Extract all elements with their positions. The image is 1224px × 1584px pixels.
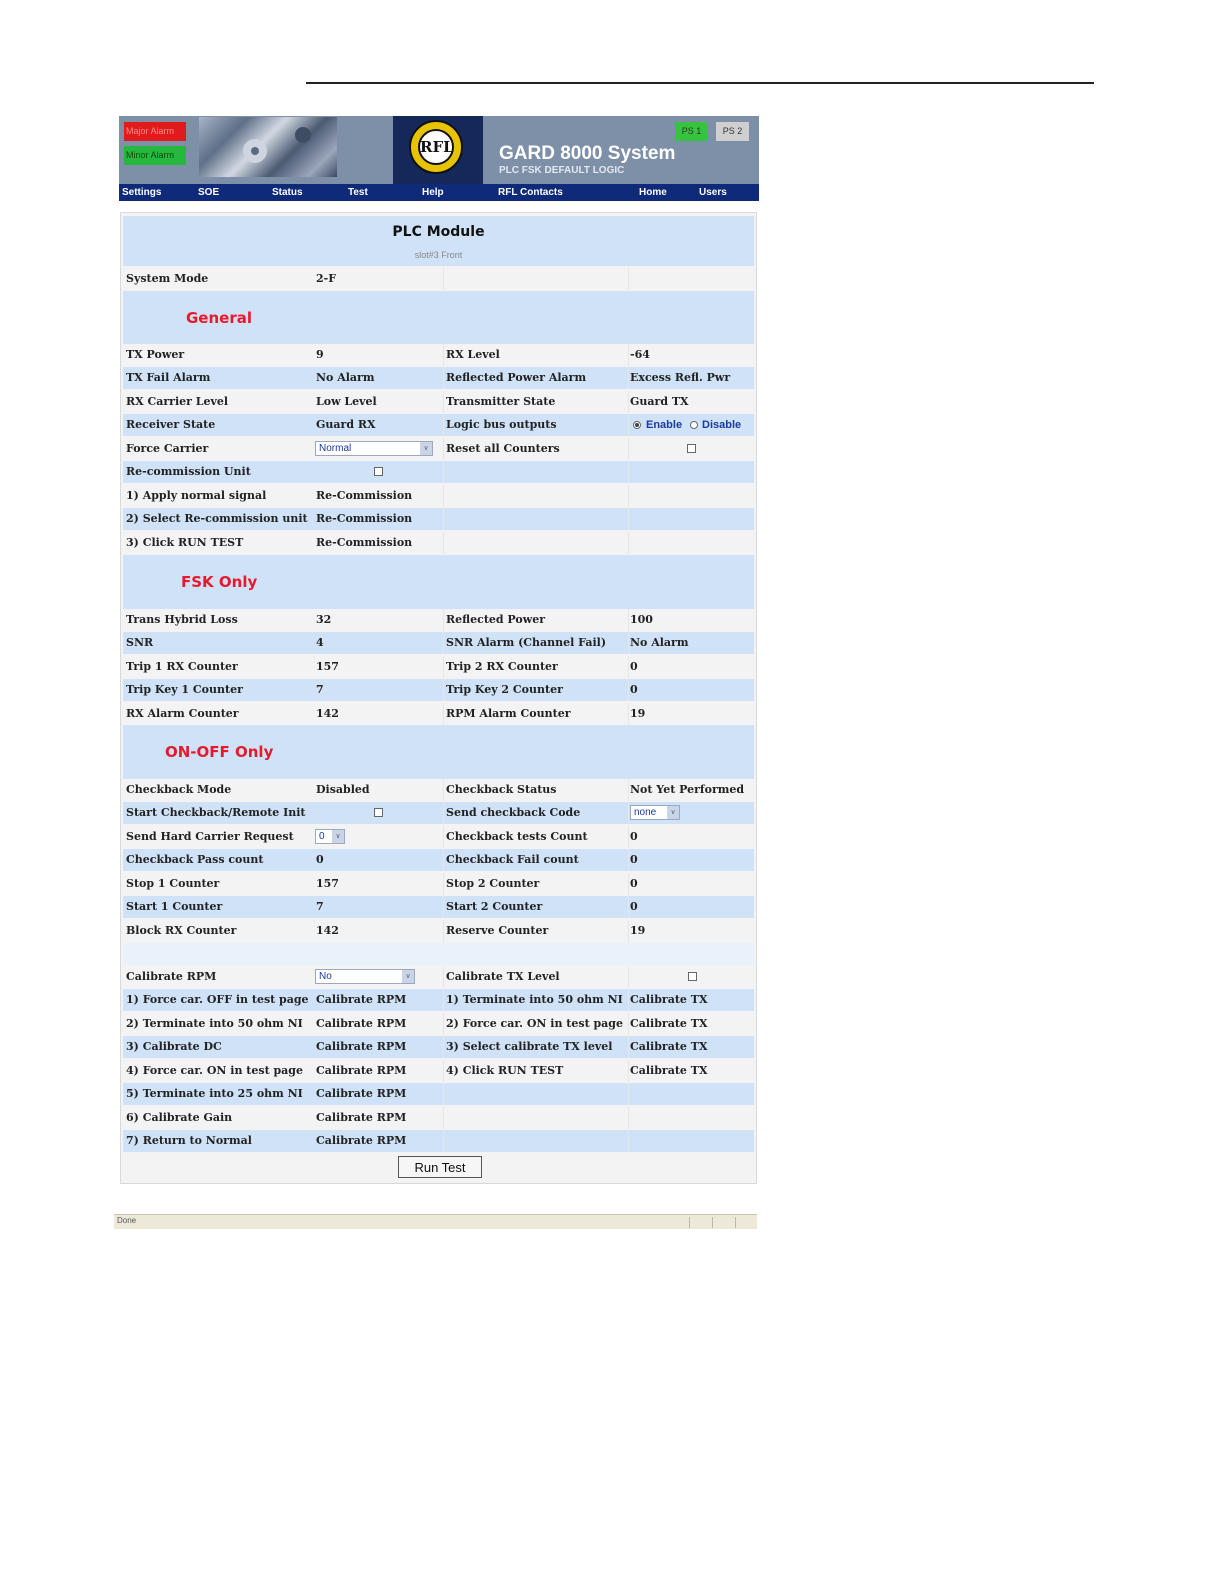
row-l2-label: 1) Terminate into 50 ohm NI — [446, 993, 623, 1006]
recommission-unit-checkbox[interactable] — [374, 467, 383, 476]
module-title: PLC Module — [392, 224, 485, 240]
status-text: Done — [117, 1216, 137, 1225]
row-l1-label: Send Hard Carrier Request — [126, 830, 294, 843]
system-mode-value: 2-F — [316, 272, 337, 285]
row-l1-label: 2) Terminate into 50 ohm NI — [126, 1017, 303, 1030]
fsk-row — [123, 609, 754, 631]
row-v1-value: Calibrate RPM — [316, 993, 407, 1006]
row-l1-label: 3) Calibrate DC — [126, 1040, 222, 1053]
row-v2-value: 100 — [630, 613, 653, 626]
row-v1-value: 32 — [316, 613, 332, 626]
fsk-row — [123, 679, 754, 701]
calibrate-row — [123, 1130, 754, 1152]
row-l1-label: SNR — [126, 636, 154, 649]
chevron-down-icon: ∨ — [332, 830, 344, 843]
logic-bus-enable-radio[interactable] — [633, 421, 641, 429]
row-l1-label: 6) Calibrate Gain — [126, 1111, 233, 1124]
general-row — [123, 438, 754, 460]
rfl-logo — [393, 116, 483, 184]
row-v2-value: Not Yet Performed — [630, 783, 745, 796]
system-title: GARD 8000 System — [499, 143, 676, 164]
onoff-row — [123, 802, 754, 824]
row-v1-value: Calibrate RPM — [316, 1017, 407, 1030]
general-row — [123, 344, 754, 366]
row-v1-value: Low Level — [316, 395, 377, 408]
row-v1-value: Calibrate RPM — [316, 1040, 407, 1053]
row-v2-value: 0 — [630, 683, 638, 696]
general-row — [123, 367, 754, 389]
logic-bus-disable-radio[interactable] — [690, 421, 698, 429]
nav-help[interactable]: Help — [422, 187, 444, 198]
system-mode-row — [123, 268, 754, 290]
row-v2-value: 19 — [630, 707, 646, 720]
checkback-code-select[interactable] — [630, 805, 680, 820]
row-l1-label: 1) Force car. OFF in test page — [126, 993, 309, 1006]
nav-soe[interactable]: SOE — [198, 187, 220, 198]
row-v1-value: Re-Commission — [316, 536, 413, 549]
calibrate-row — [123, 1060, 754, 1082]
row-v2-value: 0 — [630, 877, 638, 890]
row-l1-label: TX Fail Alarm — [126, 371, 211, 384]
main-nav — [119, 184, 759, 201]
row-l1-label: Trip Key 1 Counter — [126, 683, 243, 696]
section-fsk: FSK Only — [181, 573, 258, 591]
onoff-row — [123, 779, 754, 801]
nav-test[interactable]: Test — [348, 187, 368, 198]
calibrate-row — [123, 1083, 754, 1105]
row-v1-value: 7 — [316, 683, 324, 696]
row-v1-value: 142 — [316, 924, 339, 937]
row-v2-value: Excess Refl. Pwr — [630, 371, 731, 384]
row-l1-label: Start Checkback/Remote Init — [126, 806, 306, 819]
onoff-row — [123, 849, 754, 871]
chevron-down-icon: ∨ — [402, 970, 414, 983]
row-l2-label: Checkback tests Count — [446, 830, 588, 843]
fsk-row — [123, 632, 754, 654]
row-l2-label: Reflected Power Alarm — [446, 371, 587, 384]
row-l1-label: Calibrate RPM — [126, 970, 217, 983]
hard-carrier-select[interactable] — [315, 829, 345, 844]
row-v2-value: Calibrate TX — [630, 1017, 708, 1030]
row-l2-label: Reserve Counter — [446, 924, 549, 937]
row-v2-value: 0 — [630, 830, 638, 843]
row-l1-label: 4) Force car. ON in test page — [126, 1064, 303, 1077]
row-l2-label: Send checkback Code — [446, 806, 581, 819]
row-v1-value: 142 — [316, 707, 339, 720]
nav-home[interactable]: Home — [639, 187, 667, 198]
row-l1-label: 1) Apply normal signal — [126, 489, 267, 502]
row-l2-label: Calibrate TX Level — [446, 970, 560, 983]
row-v1-value: Calibrate RPM — [316, 1064, 407, 1077]
row-l2-label: Trip Key 2 Counter — [446, 683, 563, 696]
general-row — [123, 485, 754, 507]
row-v2-value: No Alarm — [630, 636, 689, 649]
run-test-button[interactable]: Run Test — [398, 1156, 482, 1178]
row-l2-label: SNR Alarm (Channel Fail) — [446, 636, 607, 649]
equipment-photo — [199, 117, 337, 177]
start-checkback-checkbox[interactable] — [374, 808, 383, 817]
minor-alarm-indicator: Minor Alarm — [124, 146, 186, 165]
row-l2-label: 2) Force car. ON in test page — [446, 1017, 623, 1030]
fsk-row — [123, 656, 754, 678]
row-l2-label: 4) Click RUN TEST — [446, 1064, 564, 1077]
row-l1-label: 2) Select Re-commission unit — [126, 512, 308, 525]
row-v1-value: No Alarm — [316, 371, 375, 384]
onoff-row — [123, 920, 754, 942]
row-v2-value: Calibrate TX — [630, 1040, 708, 1053]
hard-carrier-select-value: 0 — [319, 831, 325, 842]
row-v1-value: 7 — [316, 900, 324, 913]
row-v2-value: Guard TX — [630, 395, 689, 408]
row-l1-label: 3) Click RUN TEST — [126, 536, 244, 549]
fsk-row — [123, 703, 754, 725]
reset-counters-checkbox[interactable] — [687, 444, 696, 453]
general-row — [123, 461, 754, 483]
row-l2-label: Reflected Power — [446, 613, 546, 626]
row-v1-value: Disabled — [316, 783, 370, 796]
browser-status-bar — [114, 1214, 757, 1229]
row-v1-value: Calibrate RPM — [316, 1087, 407, 1100]
system-mode-label: System Mode — [126, 272, 209, 285]
page-top-rule — [306, 82, 1094, 84]
row-v2-value: 0 — [630, 853, 638, 866]
row-l1-label: 7) Return to Normal — [126, 1134, 252, 1147]
nav-users[interactable]: Users — [699, 187, 727, 198]
row-l1-label: Stop 1 Counter — [126, 877, 220, 890]
force-carrier-select[interactable] — [315, 441, 433, 456]
nav-status[interactable]: Status — [272, 187, 303, 198]
row-v1-value: 4 — [316, 636, 324, 649]
row-l1-label: Trip 1 RX Counter — [126, 660, 238, 673]
row-l2-label: 3) Select calibrate TX level — [446, 1040, 613, 1053]
onoff-row — [123, 896, 754, 918]
row-v2-value: 0 — [630, 900, 638, 913]
row-l2-label: Start 2 Counter — [446, 900, 543, 913]
calibrate-row — [123, 1013, 754, 1035]
header-banner — [119, 116, 759, 184]
row-l1-label: 5) Terminate into 25 ohm NI — [126, 1087, 303, 1100]
ps1-indicator: PS 1 — [675, 122, 708, 141]
row-l2-label: Transmitter State — [446, 395, 556, 408]
chevron-down-icon: ∨ — [420, 442, 432, 455]
row-v1-value: Guard RX — [316, 418, 376, 431]
force-carrier-select-value: Normal — [319, 443, 352, 454]
checkback-code-select-value: none — [634, 807, 657, 818]
row-l2-label: Trip 2 RX Counter — [446, 660, 558, 673]
chevron-down-icon: ∨ — [667, 806, 679, 819]
row-l1-label: Block RX Counter — [126, 924, 237, 937]
row-v2-value: 0 — [630, 660, 638, 673]
calibrate-row — [123, 1107, 754, 1129]
onoff-row — [123, 873, 754, 895]
nav-rfl-contacts[interactable]: RFL Contacts — [498, 187, 563, 198]
section-general: General — [186, 309, 252, 327]
logic-bus-enable-label[interactable]: Enable — [646, 419, 683, 431]
logic-bus-disable-label[interactable]: Disable — [702, 419, 742, 431]
row-l1-label: Trans Hybrid Loss — [126, 613, 238, 626]
general-row — [123, 508, 754, 530]
row-v1-value: Calibrate RPM — [316, 1111, 407, 1124]
row-v1-value: 9 — [316, 348, 324, 361]
general-row — [123, 391, 754, 413]
row-v2-value: Calibrate TX — [630, 1064, 708, 1077]
row-v1-value: Calibrate RPM — [316, 1134, 407, 1147]
row-l1-label: RX Alarm Counter — [126, 707, 239, 720]
general-row — [123, 414, 754, 436]
row-l2-label: RX Level — [446, 348, 500, 361]
onoff-row — [123, 826, 754, 848]
row-v1-value: 157 — [316, 660, 339, 673]
module-subtitle: slot#3 Front — [414, 250, 463, 260]
calibrate-row — [123, 966, 754, 988]
row-l1-label: Force Carrier — [126, 442, 209, 455]
row-l2-label: Reset all Counters — [446, 442, 560, 455]
row-l1-label: Checkback Pass count — [126, 853, 264, 866]
row-v2-value: -64 — [630, 348, 650, 361]
calibrate-row — [123, 989, 754, 1011]
row-l1-label: Receiver State — [126, 418, 216, 431]
row-l1-label: Checkback Mode — [126, 783, 232, 796]
general-row — [123, 532, 754, 554]
row-l2-label: Checkback Fail count — [446, 853, 579, 866]
row-l1-label: Re-commission Unit — [126, 465, 251, 478]
row-l2-label: RPM Alarm Counter — [446, 707, 571, 720]
row-v1-value: Re-Commission — [316, 489, 413, 502]
row-l1-label: Start 1 Counter — [126, 900, 223, 913]
row-l1-label: RX Carrier Level — [126, 395, 229, 408]
row-l1-label: TX Power — [126, 348, 185, 361]
section-onoff: ON-OFF Only — [165, 743, 274, 761]
system-subtitle: PLC FSK DEFAULT LOGIC — [499, 165, 625, 176]
rfl-logo-text: RFL — [418, 129, 454, 165]
ps2-indicator: PS 2 — [716, 122, 749, 141]
row-l2-label: Stop 2 Counter — [446, 877, 540, 890]
major-alarm-indicator: Major Alarm — [124, 122, 186, 141]
row-v1-value: 0 — [316, 853, 324, 866]
calibrate-row — [123, 1036, 754, 1058]
row-v1-value: Re-Commission — [316, 512, 413, 525]
spacer-row — [123, 943, 754, 965]
row-v1-value: 157 — [316, 877, 339, 890]
calibrate-rpm-select[interactable] — [315, 969, 415, 984]
calibrate-tx-checkbox[interactable] — [688, 972, 697, 981]
calibrate-rpm-select-value: No — [319, 971, 332, 982]
row-l2-label: Logic bus outputs — [446, 418, 557, 431]
nav-settings[interactable]: Settings — [122, 187, 162, 198]
row-l2-label: Checkback Status — [446, 783, 557, 796]
row-v2-value: 19 — [630, 924, 646, 937]
row-v2-value: Calibrate TX — [630, 993, 708, 1006]
